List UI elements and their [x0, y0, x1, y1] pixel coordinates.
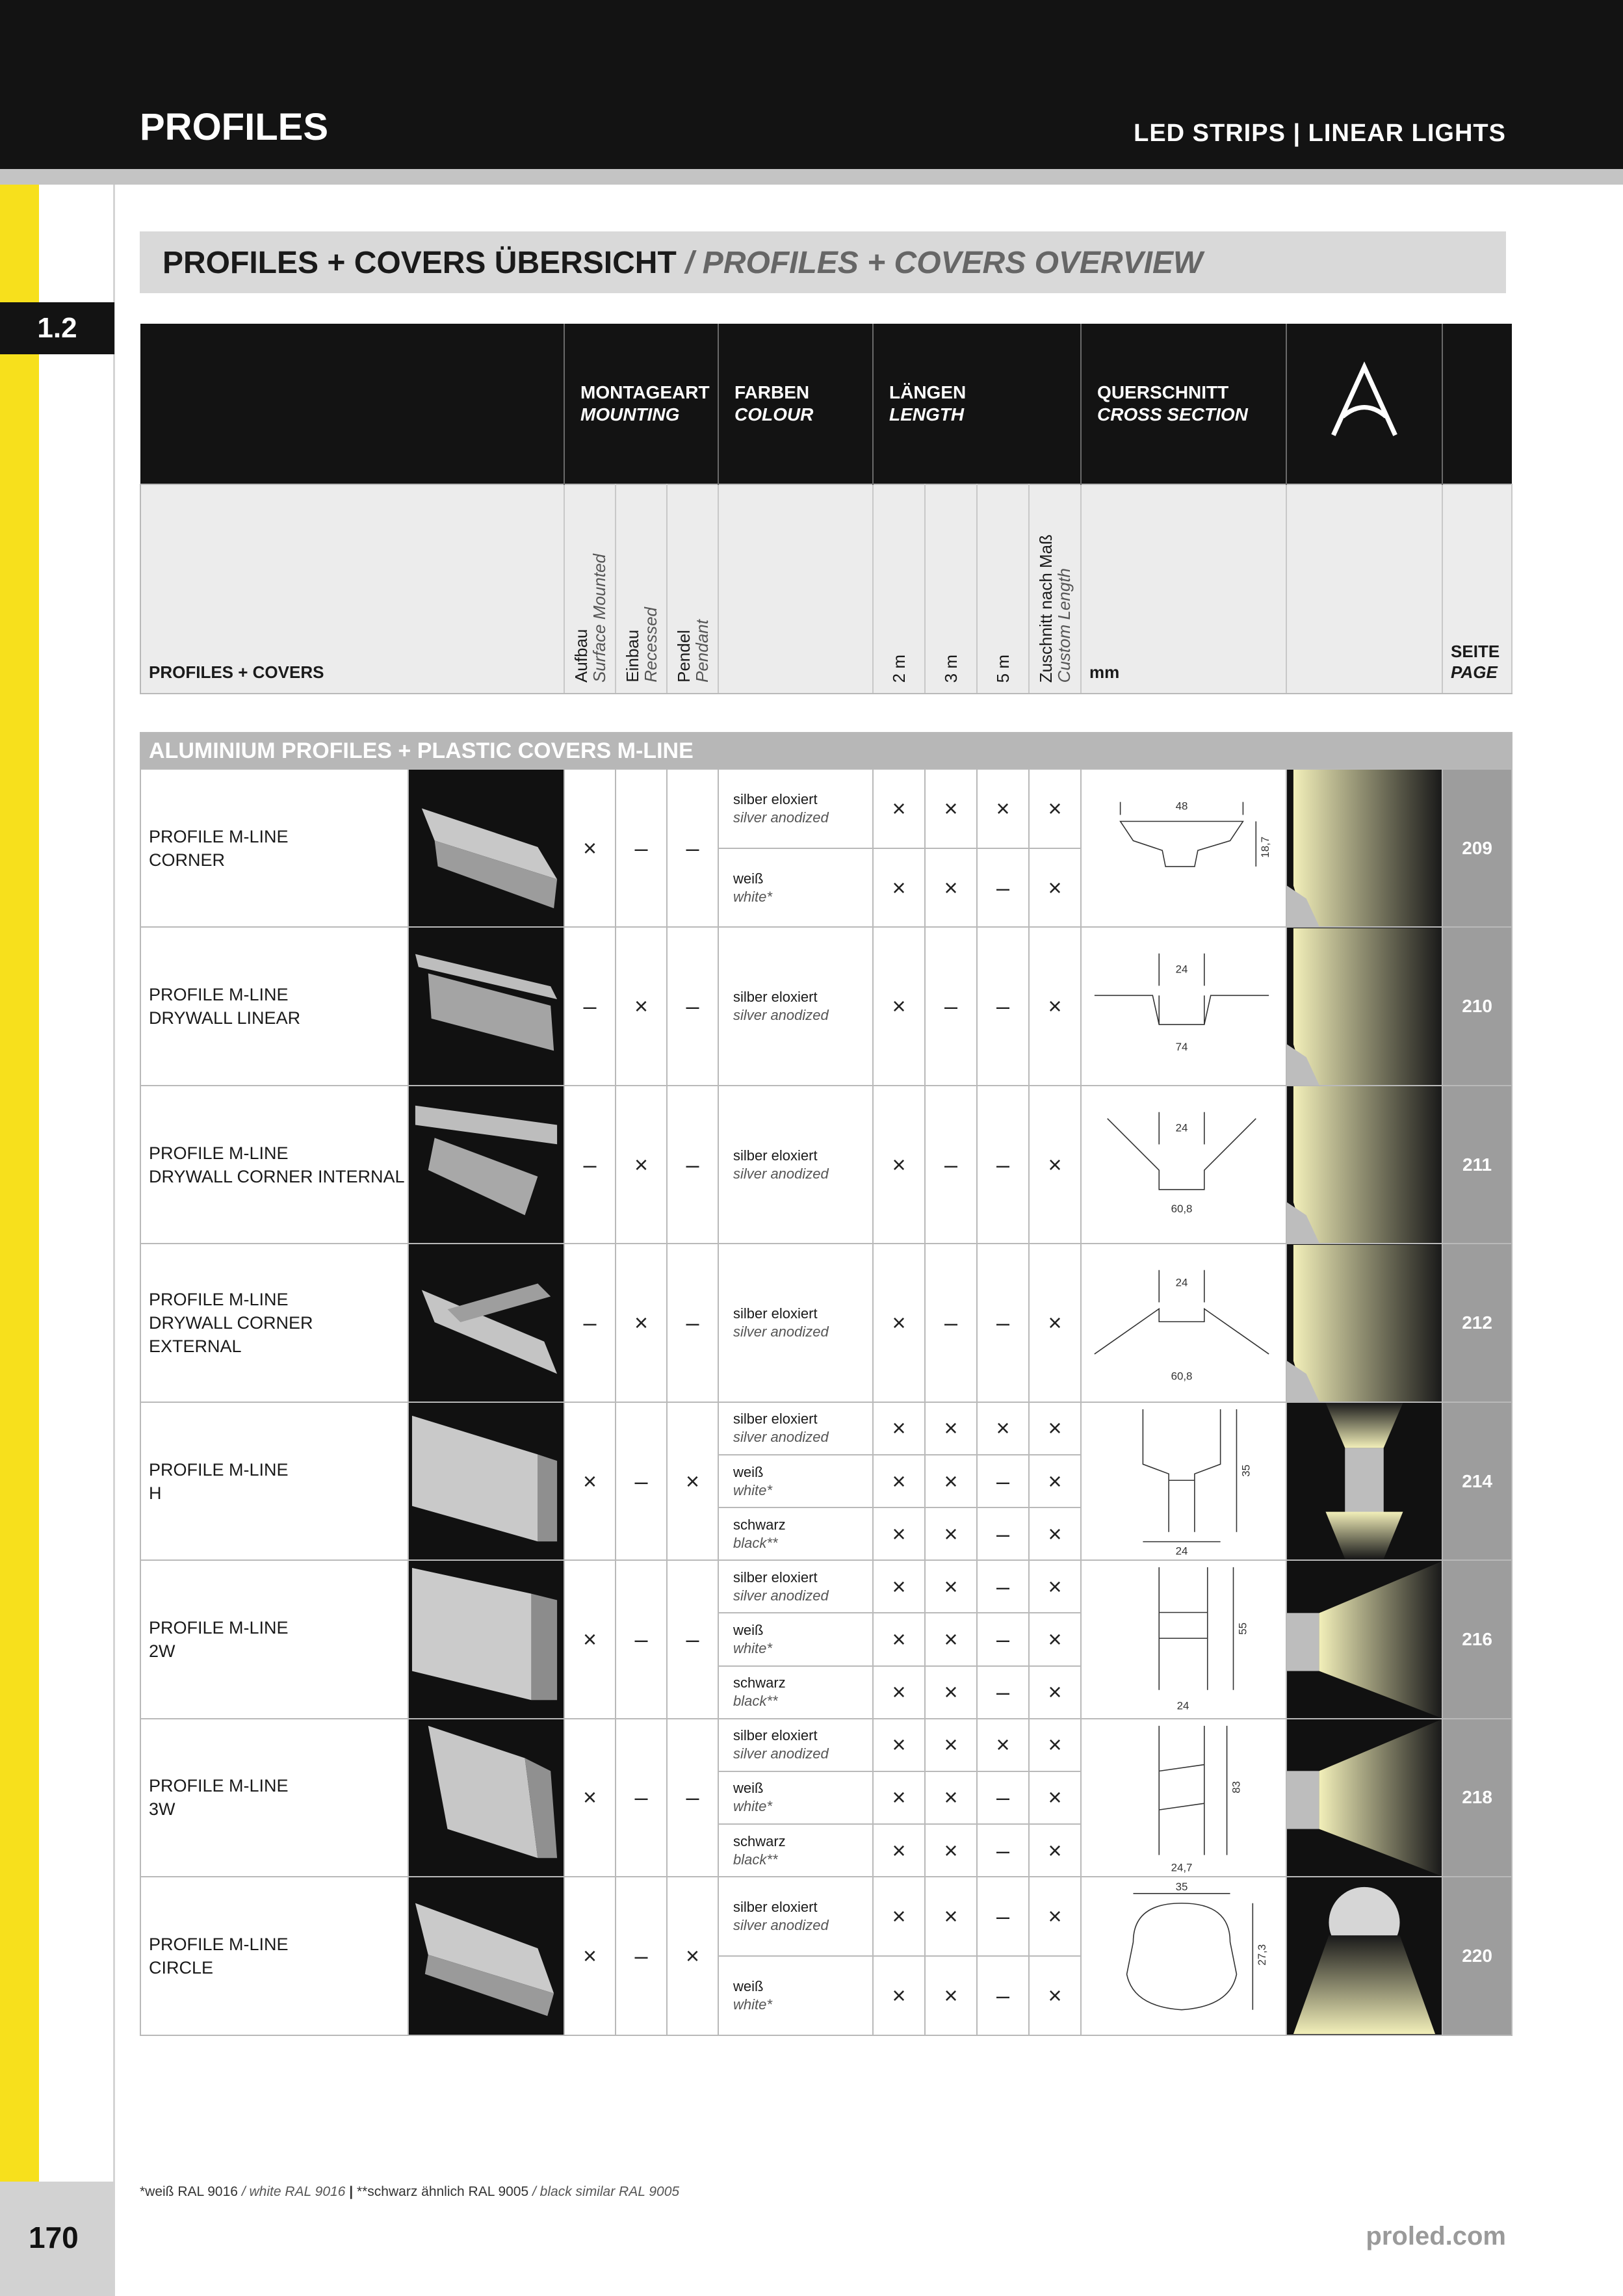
page-reference: 211 [1442, 1086, 1512, 1244]
colour-cell: weiß white* [718, 1613, 873, 1665]
page-reference: 214 [1442, 1402, 1512, 1560]
mounting-mark: – [564, 927, 616, 1085]
length-mark: × [1029, 1824, 1081, 1877]
length-mark: × [925, 1824, 977, 1877]
length-mark: – [977, 1824, 1029, 1877]
subheader-einbau: Einbau Recessed [616, 484, 667, 694]
product-image [408, 1086, 564, 1244]
product-row [140, 1560, 1512, 1613]
svg-text:48: 48 [1175, 800, 1188, 813]
subheader-pendel: Pendel Pendant [667, 484, 718, 694]
mounting-mark: – [616, 769, 667, 927]
product-row [140, 927, 1512, 1085]
length-mark: × [925, 1771, 977, 1824]
svg-text:24: 24 [1176, 1699, 1189, 1712]
length-mark: – [977, 1507, 1029, 1560]
length-mark: – [977, 927, 1029, 1085]
subheader-aufbau: Aufbau Surface Mounted [564, 484, 616, 694]
colour-cell: silber eloxiert silver anodized [718, 1402, 873, 1455]
length-mark: × [977, 1402, 1029, 1455]
product-name: PROFILE M-LINE DRYWALL CORNER EXTERNAL [140, 1244, 408, 1402]
product-row [140, 1086, 1512, 1244]
length-mark: × [925, 769, 977, 848]
length-mark: × [1029, 1086, 1081, 1244]
mounting-mark: – [616, 1719, 667, 1877]
product-name: PROFILE M-LINE CIRCLE [140, 1877, 408, 2035]
product-row [140, 1719, 1512, 1771]
page-reference: 216 [1442, 1560, 1512, 1718]
length-mark: × [873, 769, 925, 848]
product-image [408, 1244, 564, 1402]
length-mark: – [977, 1244, 1029, 1402]
light-distribution-image [1286, 927, 1442, 1085]
mounting-mark: × [616, 1086, 667, 1244]
svg-text:27,3: 27,3 [1256, 1944, 1269, 1966]
table-subheader-row [140, 484, 1512, 694]
mounting-mark: × [667, 1402, 718, 1560]
product-row [140, 1244, 1512, 1402]
top-bar-rule [0, 169, 1623, 185]
svg-text:60,8: 60,8 [1171, 1370, 1193, 1383]
length-mark: – [977, 1613, 1029, 1665]
mounting-mark: – [616, 1402, 667, 1560]
mounting-mark: – [667, 1086, 718, 1244]
mounting-mark: – [564, 1086, 616, 1244]
svg-text:35: 35 [1175, 1881, 1188, 1894]
product-name: PROFILE M-LINE DRYWALL CORNER INTERNAL [140, 1086, 408, 1244]
page-reference: 209 [1442, 769, 1512, 927]
header-cross-section: QUERSCHNITT CROSS SECTION [1081, 324, 1286, 484]
table-header-row [140, 324, 1512, 484]
length-mark: × [873, 1956, 925, 2035]
subheader-3m: 3 m [925, 484, 977, 694]
length-mark: × [873, 1719, 925, 1771]
product-image [408, 1877, 564, 2035]
length-mark: × [925, 1719, 977, 1771]
overview-table [140, 324, 1513, 2036]
subheader-profiles: PROFILES + COVERS [140, 484, 564, 694]
product-row [140, 1402, 1512, 1455]
mounting-mark: – [616, 1877, 667, 2035]
length-mark: × [925, 1877, 977, 1956]
colour-cell: weiß white* [718, 1455, 873, 1507]
length-mark: × [1029, 1455, 1081, 1507]
cross-section-drawing [1081, 1086, 1286, 1244]
cross-section-drawing [1081, 1402, 1286, 1560]
length-mark: × [1029, 1877, 1081, 1956]
length-mark: × [1029, 1771, 1081, 1824]
length-mark: – [925, 1244, 977, 1402]
colour-cell: silber eloxiert silver anodized [718, 1719, 873, 1771]
mounting-mark: – [667, 769, 718, 927]
length-mark: × [1029, 848, 1081, 927]
length-mark: × [1029, 1719, 1081, 1771]
length-mark: × [873, 1877, 925, 1956]
colour-cell: silber eloxiert silver anodized [718, 1877, 873, 1956]
length-mark: × [1029, 1244, 1081, 1402]
cross-section-drawing [1081, 769, 1286, 927]
length-mark: × [1029, 1402, 1081, 1455]
light-distribution-image [1286, 1086, 1442, 1244]
svg-text:60,8: 60,8 [1171, 1202, 1193, 1215]
product-image [408, 769, 564, 927]
cross-section-drawing [1081, 927, 1286, 1085]
length-mark: × [873, 1086, 925, 1244]
length-mark: × [1029, 1560, 1081, 1613]
length-mark: × [873, 1771, 925, 1824]
length-mark: – [977, 1956, 1029, 2035]
mounting-mark: × [564, 769, 616, 927]
side-accent-bar [0, 185, 39, 2182]
svg-text:24,7: 24,7 [1171, 1861, 1193, 1874]
length-mark: × [873, 1824, 925, 1877]
subheader-5m: 5 m [977, 484, 1029, 694]
section-row: ALUMINIUM PROFILES + PLASTIC COVERS M-LINE [140, 733, 1512, 769]
light-distribution-image [1286, 1560, 1442, 1718]
length-mark: × [1029, 769, 1081, 848]
length-mark: × [1029, 927, 1081, 1085]
mounting-mark: – [667, 1719, 718, 1877]
colour-cell: silber eloxiert silver anodized [718, 927, 873, 1085]
cross-section-drawing [1081, 1560, 1286, 1718]
svg-text:24: 24 [1175, 963, 1188, 976]
product-row [140, 769, 1512, 848]
colour-cell: schwarz black** [718, 1824, 873, 1877]
header-colour: FARBEN COLOUR [718, 324, 873, 484]
light-distribution-image [1286, 1719, 1442, 1877]
length-mark: × [925, 1613, 977, 1665]
cross-section-drawing [1081, 1719, 1286, 1877]
colour-cell: silber eloxiert silver anodized [718, 1560, 873, 1613]
light-distribution-image [1286, 1402, 1442, 1560]
subheader-custom: Zuschnitt nach Maß Custom Length [1029, 484, 1081, 694]
mounting-mark: – [564, 1244, 616, 1402]
product-image [408, 927, 564, 1085]
product-name: PROFILE M-LINE H [140, 1402, 408, 1560]
length-mark: – [977, 1455, 1029, 1507]
mounting-mark: × [616, 927, 667, 1085]
product-name: PROFILE M-LINE 2W [140, 1560, 408, 1718]
length-mark: – [977, 1666, 1029, 1719]
website-label: proled.com [1366, 2222, 1506, 2250]
length-mark: × [873, 1507, 925, 1560]
colour-cell: silber eloxiert silver anodized [718, 1244, 873, 1402]
mounting-mark: × [564, 1719, 616, 1877]
length-mark: × [925, 1666, 977, 1719]
svg-text:35: 35 [1240, 1464, 1253, 1477]
light-distribution-image [1286, 1244, 1442, 1402]
mounting-mark: × [564, 1560, 616, 1718]
product-name: PROFILE M-LINE CORNER [140, 769, 408, 927]
length-mark: × [1029, 1956, 1081, 2035]
mounting-mark: × [564, 1877, 616, 2035]
length-mark: × [873, 1455, 925, 1507]
length-mark: × [925, 1455, 977, 1507]
mounting-mark: – [667, 1560, 718, 1718]
svg-text:24: 24 [1175, 1276, 1188, 1289]
colour-cell: weiß white* [718, 1956, 873, 2035]
cross-section-drawing [1081, 1244, 1286, 1402]
category-label: LED STRIPS | LINEAR LIGHTS [1134, 120, 1506, 147]
length-mark: – [977, 1771, 1029, 1824]
mounting-mark: – [616, 1560, 667, 1718]
colour-cell: schwarz black** [718, 1507, 873, 1560]
length-mark: × [977, 769, 1029, 848]
light-distribution-image [1286, 1877, 1442, 2035]
header-mounting: MONTAGEART MOUNTING [564, 324, 718, 484]
page-title: PROFILES [140, 106, 329, 148]
length-mark: – [977, 1560, 1029, 1613]
length-mark: × [977, 1719, 1029, 1771]
page-reference: 212 [1442, 1244, 1512, 1402]
product-row [140, 1877, 1512, 1956]
svg-text:24: 24 [1175, 1545, 1188, 1558]
colour-cell: weiß white* [718, 1771, 873, 1824]
product-image [408, 1719, 564, 1877]
mounting-mark: × [616, 1244, 667, 1402]
beam-angle-icon [1286, 324, 1442, 484]
side-divider [113, 185, 115, 2296]
product-name: PROFILE M-LINE DRYWALL LINEAR [140, 927, 408, 1085]
length-mark: × [873, 1613, 925, 1665]
length-mark: – [977, 848, 1029, 927]
length-mark: × [925, 848, 977, 927]
page-number: 170 [29, 2221, 79, 2254]
page-reference: 220 [1442, 1877, 1512, 2035]
colour-cell: silber eloxiert silver anodized [718, 769, 873, 848]
subheader-2m: 2 m [873, 484, 925, 694]
svg-text:83: 83 [1230, 1781, 1243, 1794]
light-distribution-image [1286, 769, 1442, 927]
length-mark: × [925, 1507, 977, 1560]
length-mark: × [873, 1560, 925, 1613]
colour-cell: weiß white* [718, 848, 873, 927]
page-reference: 210 [1442, 927, 1512, 1085]
length-mark: × [873, 1244, 925, 1402]
mounting-mark: – [667, 1244, 718, 1402]
length-mark: – [925, 927, 977, 1085]
header-length: LÄNGEN LENGTH [873, 324, 1081, 484]
length-mark: × [925, 1402, 977, 1455]
length-mark: × [1029, 1666, 1081, 1719]
length-mark: × [873, 1666, 925, 1719]
svg-text:24: 24 [1175, 1121, 1188, 1134]
svg-text:55: 55 [1236, 1623, 1249, 1635]
length-mark: × [873, 1402, 925, 1455]
length-mark: – [977, 1877, 1029, 1956]
footnote: *weiß RAL 9016 / white RAL 9016 | **schwarz ähnlich RAL 9005 / black similar RAL 9005 [140, 2184, 680, 2199]
section-tab: 1.2 [0, 302, 114, 354]
length-mark: × [873, 848, 925, 927]
length-mark: × [925, 1560, 977, 1613]
subheader-page: SEITE PAGE [1442, 484, 1512, 694]
subheader-mm: mm [1081, 484, 1286, 694]
overview-heading: PROFILES + COVERS ÜBERSICHT / PROFILES + COVERS OVERVIEW [162, 246, 1203, 280]
length-mark: – [925, 1086, 977, 1244]
mounting-mark: × [667, 1877, 718, 2035]
length-mark: × [873, 927, 925, 1085]
svg-text:74: 74 [1175, 1041, 1188, 1054]
length-mark: – [977, 1086, 1029, 1244]
page-reference: 218 [1442, 1719, 1512, 1877]
cross-section-drawing [1081, 1877, 1286, 2035]
svg-text:18,7: 18,7 [1259, 836, 1272, 858]
length-mark: × [1029, 1613, 1081, 1665]
product-image [408, 1560, 564, 1718]
mounting-mark: × [564, 1402, 616, 1560]
length-mark: × [925, 1956, 977, 2035]
colour-cell: silber eloxiert silver anodized [718, 1086, 873, 1244]
length-mark: × [1029, 1507, 1081, 1560]
mounting-mark: – [667, 927, 718, 1085]
product-image [408, 1402, 564, 1560]
colour-cell: schwarz black** [718, 1666, 873, 1719]
product-name: PROFILE M-LINE 3W [140, 1719, 408, 1877]
